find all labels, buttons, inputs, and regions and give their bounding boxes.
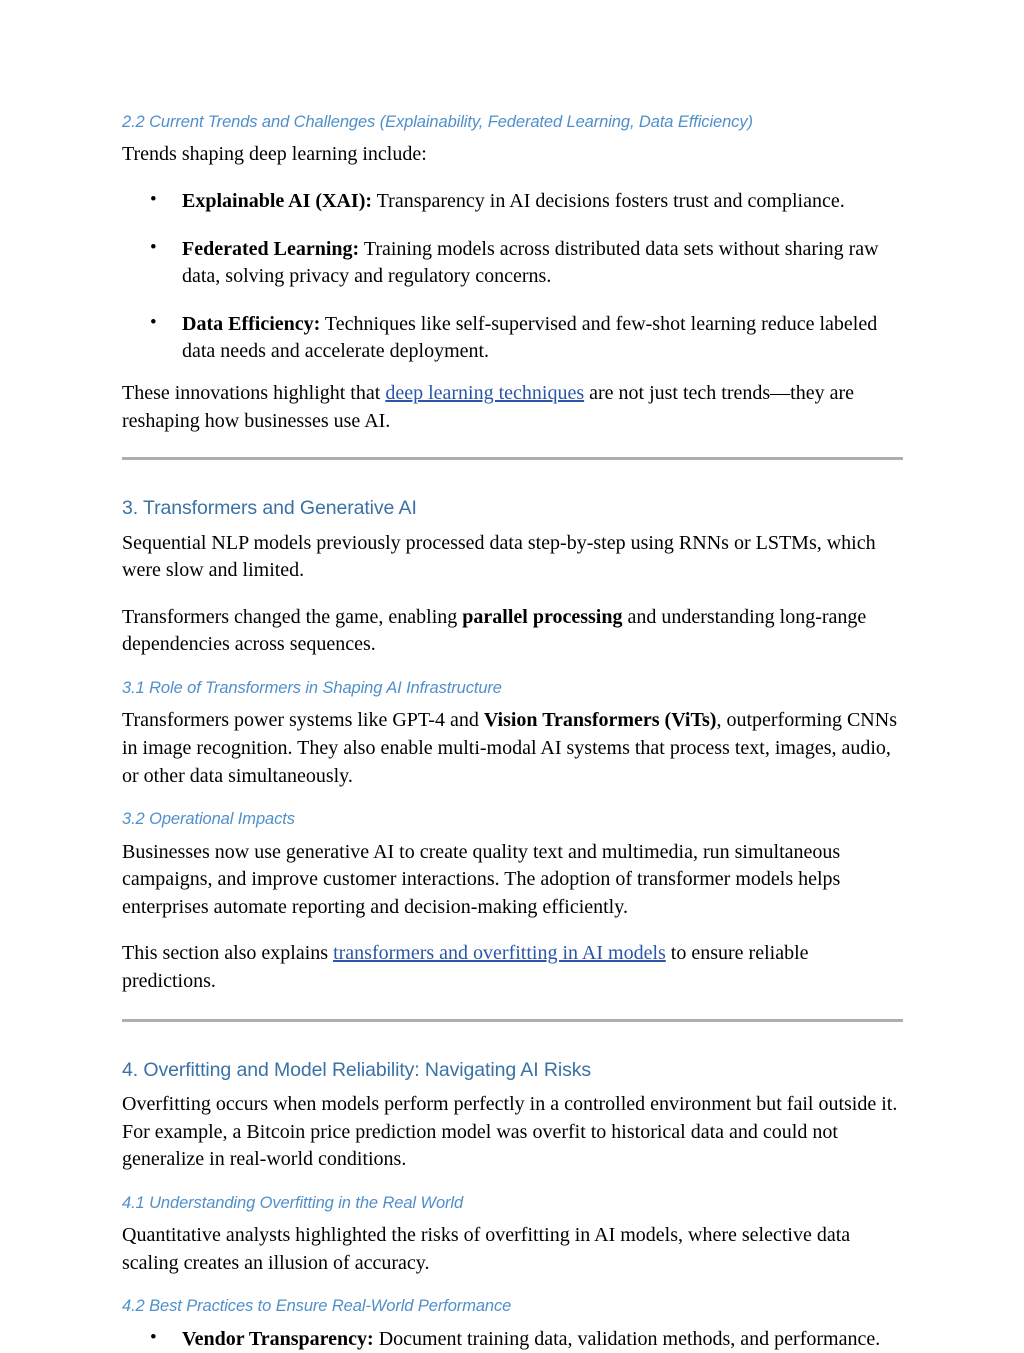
- para-text-before: Transformers changed the game, enabling: [122, 605, 463, 628]
- heading-2-2: 2.2 Current Trends and Challenges (Explainability, Federated Learning, Data Efficiency): [122, 113, 753, 131]
- list-item: [122, 236, 903, 291]
- bullet-lead-label: Federated Learning:: [182, 237, 360, 260]
- paragraph-sequential-nlp: Sequential NLP models previously processed data step-by-step using RNNs or LSTMs, which were slow and limited.: [122, 531, 876, 582]
- heading-3-1: 3.1 Role of Transformers in Shaping AI Infrastructure: [122, 678, 502, 697]
- para-text-before: Transformers power systems like GPT-4 and: [122, 709, 484, 732]
- emphasis-vision-transformers: Vision Transformers (ViTs): [483, 709, 717, 732]
- bullet-lead-label: Vendor Transparency:: [182, 1327, 374, 1350]
- heading-4-1: 4.1 Understanding Overfitting in the Real World: [122, 1193, 464, 1212]
- link-transformers-and-overfitting[interactable]: transformers and overfitting in AI models: [333, 942, 666, 965]
- heading-3-2: 3.2 Operational Impacts: [122, 810, 295, 829]
- bullet-list-best-practices: [122, 1326, 903, 1353]
- list-item: [122, 188, 903, 216]
- heading-4: 4. Overfitting and Model Reliability: Navigating AI Risks: [122, 1058, 592, 1081]
- paragraph-overfitting-intro: Overfitting occurs when models perform perfectly in a controlled environment but fail outside it. For example, a Bitcoin price prediction model was overfit to historical data and could not generalize in real-world conditions.: [122, 1092, 898, 1171]
- section-4: [122, 1058, 903, 1353]
- paragraph-transformers-changed: [122, 604, 903, 659]
- paragraph-quantitative-analysts: Quantitative analysts highlighted the risks of overfitting in AI models, where selective data scaling creates an illusion of accuracy.: [122, 1224, 851, 1274]
- paragraph-generative-ai-business: Businesses now use generative AI to create quality text and multimedia, run simultaneous campaigns, and improve customer interactions. The adoption of transformer models helps enterprises automate reporting and decision-making efficiently.: [122, 840, 841, 918]
- paragraph-trends-intro: Trends shaping deep learning include:: [122, 143, 427, 166]
- paragraph-innovations-closing: [122, 380, 903, 435]
- heading-4-2: 4.2 Best Practices to Ensure Real-World Performance: [122, 1297, 512, 1316]
- closing-text-after: to ensure reliable predictions.: [122, 942, 809, 992]
- bullet-text: Techniques like self-supervised and few-shot learning reduce labeled data needs and accelerate deployment.: [182, 312, 878, 363]
- closing-text-before: This section also explains: [122, 942, 334, 965]
- section-divider-wrapper-2: [122, 1019, 903, 1022]
- list-item: [122, 311, 903, 366]
- bullet-text: Transparency in AI decisions fosters trust and compliance.: [372, 190, 845, 213]
- emphasis-parallel-processing: parallel processing: [462, 605, 623, 628]
- list-item: [122, 1326, 903, 1353]
- bullet-text: Training models across distributed data sets without sharing raw data, solving privacy and regulatory concerns.: [182, 237, 879, 288]
- link-deep-learning-techniques[interactable]: deep learning techniques: [385, 382, 585, 404]
- bullet-lead-label: Data Efficiency:: [182, 312, 321, 335]
- paragraph-section-explains: [122, 940, 903, 995]
- section-divider: [122, 457, 903, 460]
- document-content: [122, 112, 903, 1353]
- section-divider-wrapper-1: [122, 457, 903, 460]
- section-3: [122, 496, 903, 995]
- heading-3: 3. Transformers and Generative AI: [122, 497, 417, 520]
- para-text-after: and understanding long-range dependencies across sequences.: [122, 605, 867, 656]
- section-2-2: [122, 112, 903, 435]
- bullet-lead-label: Explainable AI (XAI):: [182, 190, 373, 213]
- bullet-text: Document training data, validation methods, and performance.: [373, 1327, 881, 1350]
- bullet-list-trends: [122, 188, 903, 366]
- paragraph-transformers-power-systems: [122, 707, 903, 790]
- section-divider: [122, 1019, 903, 1022]
- closing-text-before: These innovations highlight that: [122, 382, 386, 404]
- closing-text-after: are not just tech trends—they are reshaping how businesses use AI.: [122, 382, 855, 432]
- para-text-after: , outperforming CNNs in image recognition. They also enable multi-modal AI systems that process text, images, audio, or other data simultaneously.: [122, 709, 897, 787]
